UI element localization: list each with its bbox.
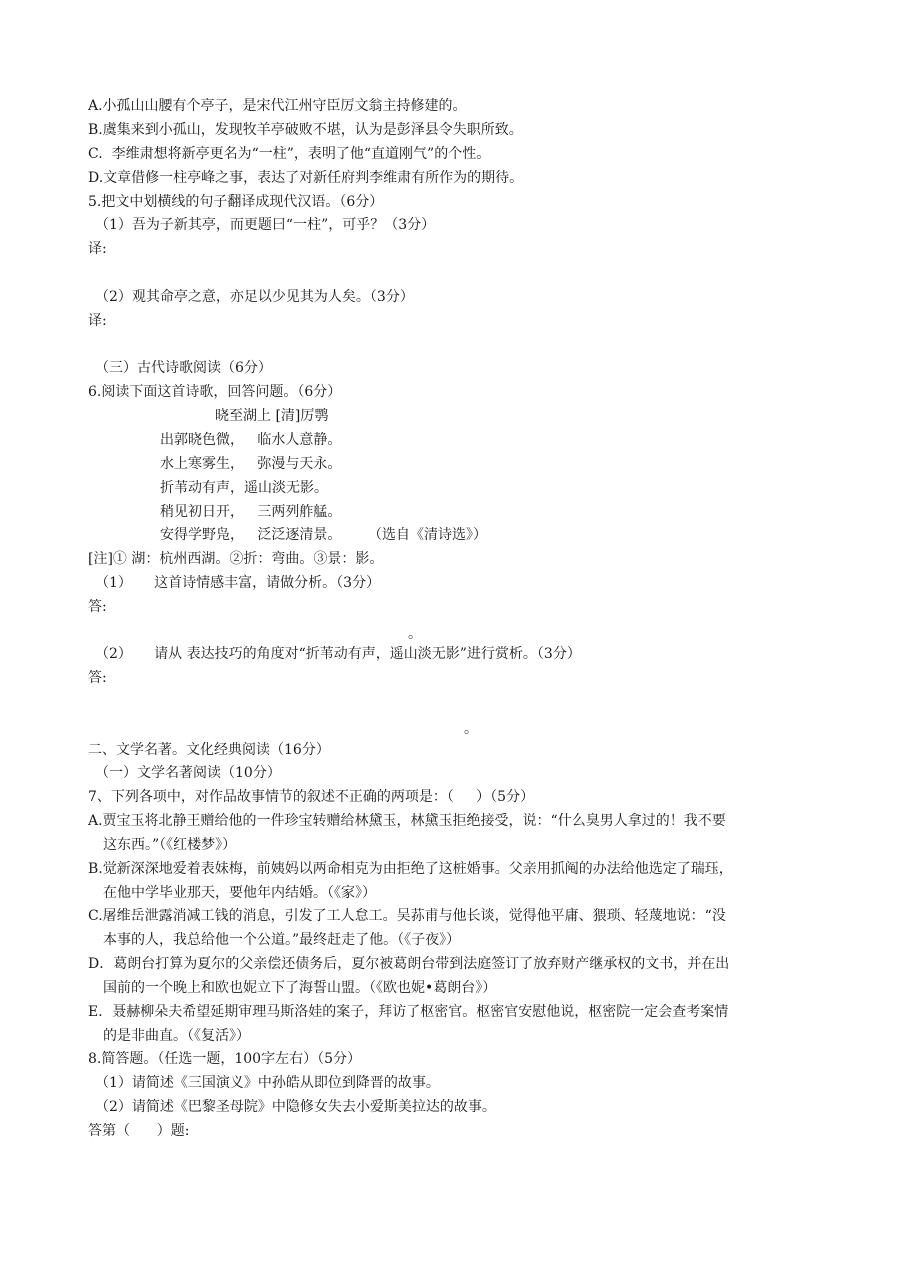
q8-option1: （1）请简述《三国演义》中孙皓从即位到降晋的故事。 [95, 1075, 440, 1091]
q7-option-b-cont: 在他中学毕业那天，要他年内结婚。（《家》） [103, 885, 376, 901]
q8-answer-label: 答第（ ）题: [88, 1123, 190, 1139]
q4-option-d: D.文章借修一柱亭峰之事，表达了对新任府判李维肃有所作为的期待。 [88, 170, 524, 186]
q4-option-c: C. 李维肃想将新亭更名为“一柱”，表明了他“直道刚气”的个性。 [88, 146, 491, 162]
q8-option2: （2）请简述《巴黎圣母院》中隐修女失去小爱斯美拉达的故事。 [95, 1099, 496, 1115]
poem-note: [注]① 湖：杭州西湖。②折：弯曲。③景：影。 [88, 551, 384, 567]
q4-option-b: B.虞集来到小孤山，发现牧羊亭破败不堪，认为是彭泽县令失职所致。 [88, 122, 523, 138]
q4-option-a: A.小孤山山腰有个亭子，是宋代江州守臣厉文翁主持修建的。 [88, 98, 467, 114]
q7-option-b: B.觉新深深地爱着表妹梅，前姨妈以两命相克为由拒绝了这桩婚事。父亲用抓阄的办法给他选定了瑞珏， [88, 861, 733, 877]
q5-answer2-label: 译: [88, 313, 107, 329]
q5-sub2: （2）观其命亭之意，亦足以少见其为人矣。（3分） [95, 289, 414, 305]
q7-option-e: E．聂赫柳朵夫希望延期审理马斯洛娃的案子，拜访了枢密官。枢密官安慰他说，枢密院一定会查考案情 [88, 1004, 729, 1020]
q8-stem: 8.简答题。（任选一题，100字左右）（5分） [88, 1051, 361, 1067]
poem-line: 水上寒雾生， 弥漫与天永。 [160, 456, 342, 472]
q5-sub1: （1）吾为子新其亭，而更题曰“一柱”，可乎？（3分） [95, 217, 436, 233]
q6-answer2-end-mark: 。 [464, 721, 478, 737]
q7-option-a: A.贾宝玉将北静王赠给他的一件珍宝转赠给林黛玉，林黛玉拒绝接受，说：“什么臭男人拿过的！我不要 [88, 813, 726, 829]
q5-stem: 5.把文中划横线的句子翻译成现代汉语。（6分） [88, 194, 384, 210]
part2-heading: 二、文学名著。文化经典阅读（16分） [88, 742, 330, 758]
poem-title: 晓至湖上 [清]厉鹗 [215, 408, 329, 424]
poem-line: 安得学野凫， 泛泛逐清景。 （选自《清诗选》） [160, 527, 488, 543]
q7-option-c: C.屠维岳泄露消减工钱的消息，引发了工人怠工。吴荪甫与他长谈，觉得他平庸、猥琐、轻蔑地说：“没 [88, 908, 726, 924]
q6-answer2-label: 答: [88, 670, 107, 686]
q7-option-e-cont: 的是非曲直。（《复活》） [103, 1028, 250, 1044]
q7-option-a-cont: 这东西。”（《红楼梦》） [103, 837, 237, 853]
poem-line: 折苇动有声，遥山淡无影。 [160, 480, 328, 496]
q6-sub2: （2） 请从 表达技巧的角度对“折苇动有声，遥山淡无影”进行赏析。（3分） [95, 646, 581, 662]
q7-option-c-cont: 本事的人，我总给他一个公道。”最终赶走了他。（《子夜》） [103, 932, 461, 948]
section3-heading: （三）古代诗歌阅读（6分） [95, 360, 272, 376]
poem-line: 稍见初日开， 三两列舴艋。 [160, 504, 342, 520]
q7-option-d: D．葛朗台打算为夏尔的父亲偿还债务后，夏尔被葛朗台带到法庭签订了放弃财产继承权的文书，并在出 [88, 956, 730, 972]
q6-stem: 6.阅读下面这首诗歌，回答问题。（6分） [88, 384, 342, 400]
q6-answer1-end-mark: 。 [408, 626, 422, 642]
q7-stem: 7、下列各项中，对作品故事情节的叙述不正确的两项是：（ ）（5分） [88, 789, 535, 805]
q7-option-d-cont: 国前的一个晚上和欧也妮立下了海誓山盟。（《欧也妮•葛朗台》） [103, 980, 497, 996]
poem-line: 出郭晓色微， 临水人意静。 [160, 432, 342, 448]
q6-sub1: （1） 这首诗情感丰富，请做分析。（3分） [95, 575, 381, 591]
part2-subheading: （一）文学名著阅读（10分） [95, 765, 281, 781]
q5-answer1-label: 译: [88, 241, 107, 257]
q6-answer1-label: 答: [88, 599, 107, 615]
